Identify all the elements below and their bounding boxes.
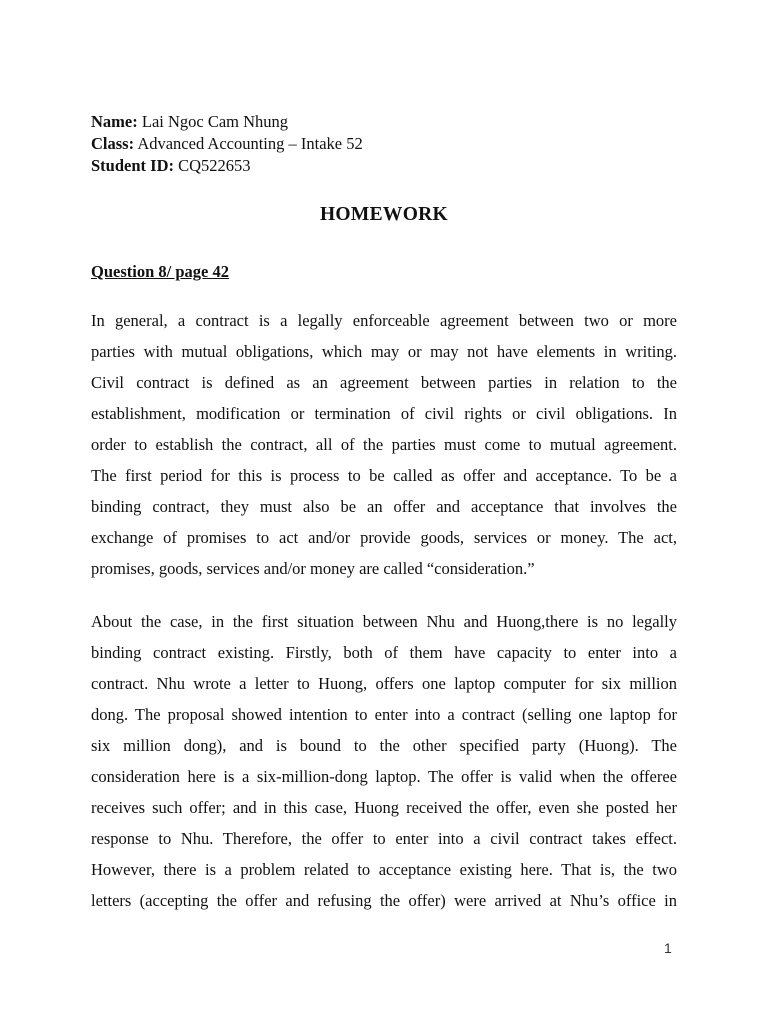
- name-value: Lai Ngoc Cam Nhung: [141, 112, 289, 131]
- paragraph-2: [91, 606, 677, 916]
- page-number: 1: [664, 940, 672, 956]
- paragraph-line: However, there is a problem related to acceptance existing here. That is, the two: [91, 860, 677, 879]
- paragraph-line: dong. The proposal showed intention to enter into a contract (selling one laptop for: [91, 705, 677, 724]
- paragraph-line: Civil contract is defined as an agreement between parties in relation to the: [91, 373, 677, 392]
- question-heading: Question 8/ page 42: [91, 262, 229, 281]
- class-line: [91, 133, 363, 155]
- paragraph-1: [91, 305, 677, 584]
- student-id-value: CQ522653: [178, 156, 251, 175]
- name-label: Name:: [91, 112, 138, 131]
- paragraph-line: contract. Nhu wrote a letter to Huong, offers one laptop computer for six million: [91, 674, 677, 693]
- paragraph-line: binding contract, they must also be an offer and acceptance that involves the: [91, 497, 677, 516]
- paragraph-line: parties with mutual obligations, which may or may not have elements in writing.: [91, 342, 677, 361]
- student-id-label: Student ID:: [91, 156, 174, 175]
- paragraph-line: receives such offer; and in this case, Huong received the offer, even she posted her: [91, 798, 677, 817]
- paragraph-line: response to Nhu. Therefore, the offer to enter into a civil contract takes effect.: [91, 829, 677, 848]
- paragraph-line: In general, a contract is a legally enforceable agreement between two or more: [91, 311, 677, 330]
- paragraph-line: promises, goods, services and/or money are called “consideration.”: [91, 559, 535, 578]
- paragraph-line: establishment, modification or termination of civil rights or civil obligations. In: [91, 404, 677, 423]
- paragraph-line: binding contract existing. Firstly, both of them have capacity to enter into a: [91, 643, 677, 662]
- student-info: [91, 111, 363, 177]
- paragraph-line: exchange of promises to act and/or provide goods, services or money. The act,: [91, 528, 677, 547]
- name-line: [91, 111, 363, 133]
- paragraph-line: The first period for this is process to be called as offer and acceptance. To be a: [91, 466, 677, 485]
- paragraph-line: order to establish the contract, all of the parties must come to mutual agreement.: [91, 435, 677, 454]
- paragraph-line: consideration here is a six-million-dong laptop. The offer is valid when the offeree: [91, 767, 677, 786]
- class-value: Advanced Accounting – Intake 52: [137, 134, 363, 153]
- paragraph-line: About the case, in the first situation between Nhu and Huong,there is no legally: [91, 612, 677, 631]
- page-title: HOMEWORK: [319, 204, 449, 225]
- student-id-line: [91, 155, 363, 177]
- class-label: Class:: [91, 134, 135, 153]
- paragraph-line: six million dong), and is bound to the other specified party (Huong). The: [91, 736, 677, 755]
- paragraph-line: letters (accepting the offer and refusing the offer) were arrived at Nhu’s office in: [91, 891, 677, 910]
